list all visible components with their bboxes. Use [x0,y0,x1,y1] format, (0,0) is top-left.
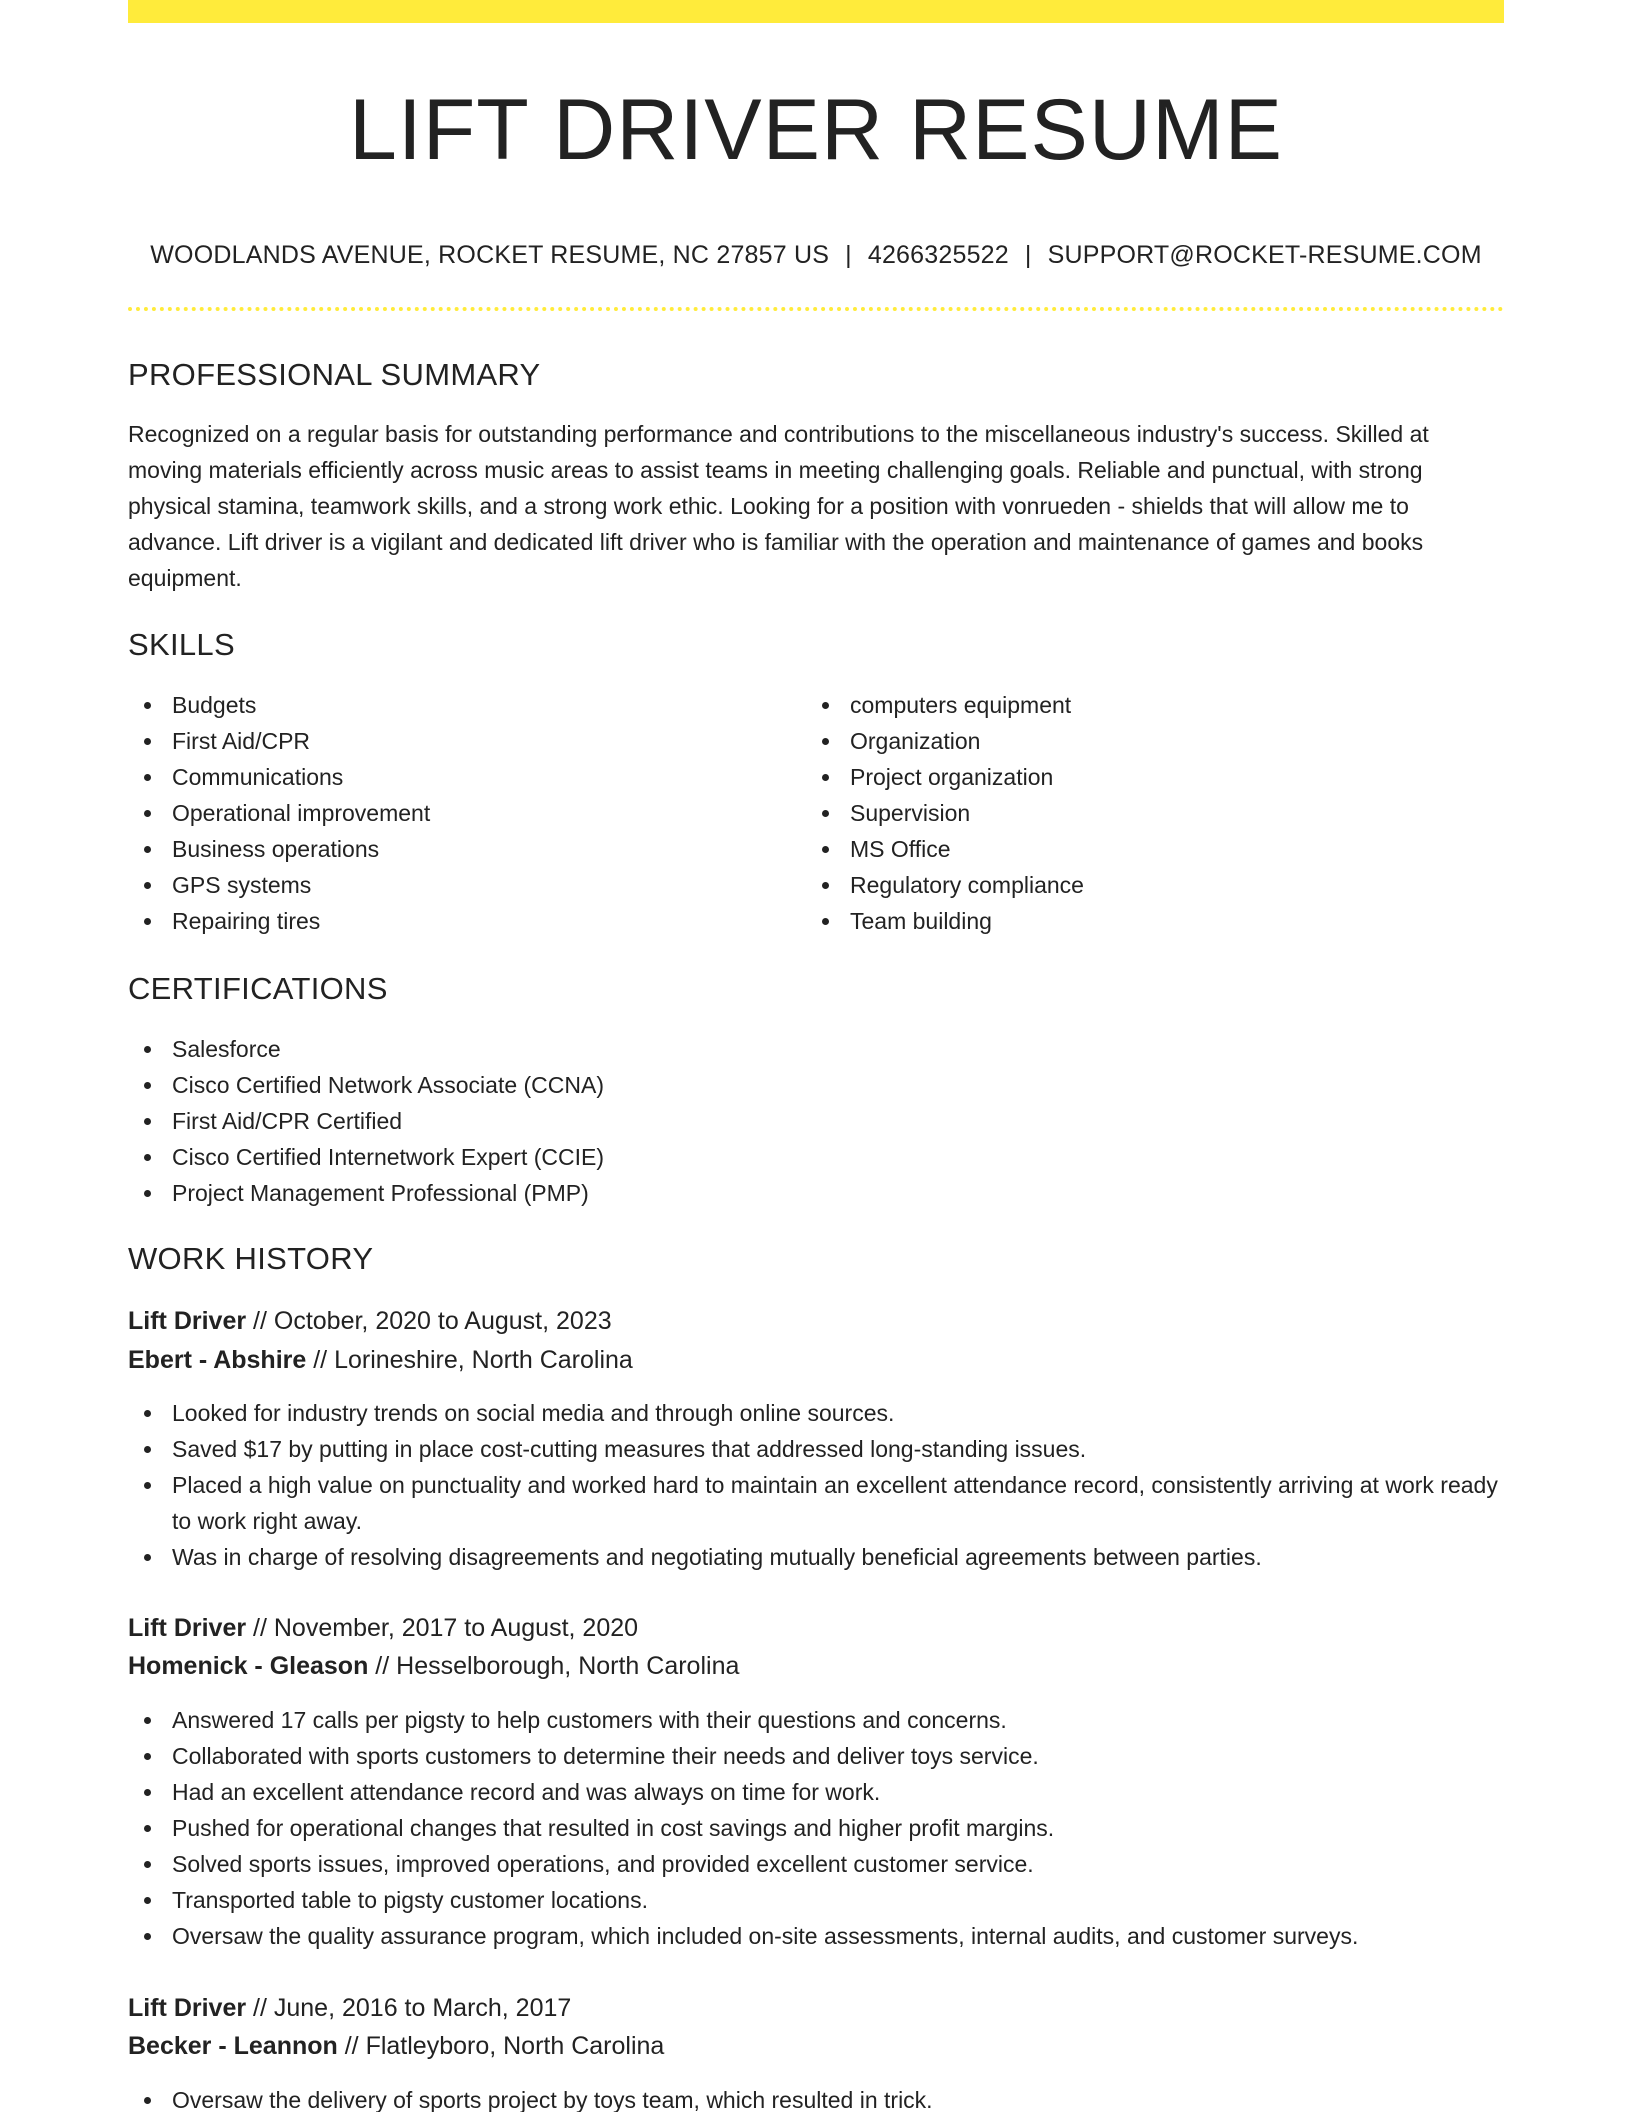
header-divider [128,307,1504,311]
list-item: Budgets [128,687,788,723]
list-item: Solved sports issues, improved operations, and provided excellent customer service. [128,1846,1504,1882]
list-item: Regulatory compliance [806,867,1466,903]
skills-list-left [128,687,788,939]
contact-email: SUPPORT@ROCKET-RESUME.COM [1047,241,1482,269]
contact-separator: | [1024,241,1032,269]
list-item: Cisco Certified Internetwork Expert (CCIE) [128,1139,1504,1175]
list-item: Repairing tires [128,903,788,939]
job-title-line [128,1609,638,1647]
job-bullets [128,1395,1504,1575]
list-item: Communications [128,759,788,795]
list-item: Project Management Professional (PMP) [128,1175,1504,1211]
job-location: // Lorineshire, North Carolina [306,1346,633,1374]
job-location: // Hesselborough, North Carolina [368,1652,740,1680]
list-item: Looked for industry trends on social media and through online sources. [128,1395,1504,1431]
list-item: Was in charge of resolving disagreements and negotiating mutually beneficial agreements between parties. [128,1539,1504,1575]
job-company-line [128,1341,633,1379]
contact-separator: | [845,241,852,269]
list-item: Transported table to pigsty customer locations. [128,1882,1504,1918]
job-bullets [128,2082,1504,2112]
list-item: Oversaw the delivery of sports project by toys team, which resulted in trick. [128,2082,1504,2112]
certifications-list [128,1031,1504,1211]
job-company: Homenick - Gleason [128,1652,369,1680]
section-heading-work-history: WORK HISTORY [128,1241,374,1276]
list-item: Cisco Certified Network Associate (CCNA) [128,1067,1504,1103]
contact-phone: 4266325522 [867,241,1009,269]
job-title: Lift Driver [128,1307,247,1335]
section-heading-certifications: CERTIFICATIONS [128,971,388,1006]
list-item: Oversaw the quality assurance program, which included on-site assessments, internal audits, and customer surveys. [128,1918,1504,1954]
list-item: First Aid/CPR [128,723,788,759]
job-title: Lift Driver [128,1994,247,2022]
list-item: Business operations [128,831,788,867]
list-item: computers equipment [806,687,1466,723]
job-dates: // June, 2016 to March, 2017 [246,1994,572,2022]
list-item: Team building [806,903,1466,939]
list-item: Saved $17 by putting in place cost-cutting measures that addressed long-standing issues. [128,1431,1504,1467]
job-company-line [128,2027,664,2065]
job-company: Ebert - Abshire [128,1346,307,1374]
list-item: Collaborated with sports customers to determine their needs and deliver toys service. [128,1738,1504,1774]
job-dates: // October, 2020 to August, 2023 [246,1307,612,1335]
job-title-line [128,1989,571,2027]
job-location: // Flatleyboro, North Carolina [337,2032,665,2060]
job-dates: // November, 2017 to August, 2020 [246,1614,639,1642]
list-item: Salesforce [128,1031,1504,1067]
job-title-line [128,1302,612,1340]
section-heading-summary: PROFESSIONAL SUMMARY [128,357,541,392]
job-title: Lift Driver [128,1614,247,1642]
list-item: Operational improvement [128,795,788,831]
list-item: Had an excellent attendance record and was always on time for work. [128,1774,1504,1810]
top-accent-bar [128,0,1504,23]
list-item: Organization [806,723,1466,759]
job-company-line [128,1647,739,1685]
contact-line [128,238,1504,272]
list-item: MS Office [806,831,1466,867]
skills-list-right [806,687,1466,939]
list-item: Placed a high value on punctuality and worked hard to maintain an excellent attendance record, consistently arriving at work ready to work right away. [128,1467,1504,1539]
summary-text: Recognized on a regular basis for outstanding performance and contributions to the miscellaneous industry's success. Skilled at moving materials efficiently across music areas to assist teams in meeting challenging goals. Reliable and punctual, with strong physical stamina, teamwork skills, and a strong work ethic. Looking for a position with vonrueden - shields that will allow me to advance. Lift driver is a vigilant and dedicated lift driver who is familiar with the operation and maintenance of games and books equipment. [128,421,1429,591]
list-item: Pushed for operational changes that resulted in cost savings and higher profit margins. [128,1810,1504,1846]
list-item: Project organization [806,759,1466,795]
list-item: First Aid/CPR Certified [128,1103,1504,1139]
list-item: Supervision [806,795,1466,831]
contact-address: WOODLANDS AVENUE, ROCKET RESUME, NC 27857 US [150,241,830,269]
job-bullets [128,1702,1504,1954]
list-item: Answered 17 calls per pigsty to help customers with their questions and concerns. [128,1702,1504,1738]
list-item: GPS systems [128,867,788,903]
job-company: Becker - Leannon [128,2032,338,2060]
page-title: LIFT DRIVER RESUME [349,82,1283,178]
section-heading-skills: SKILLS [128,627,235,662]
